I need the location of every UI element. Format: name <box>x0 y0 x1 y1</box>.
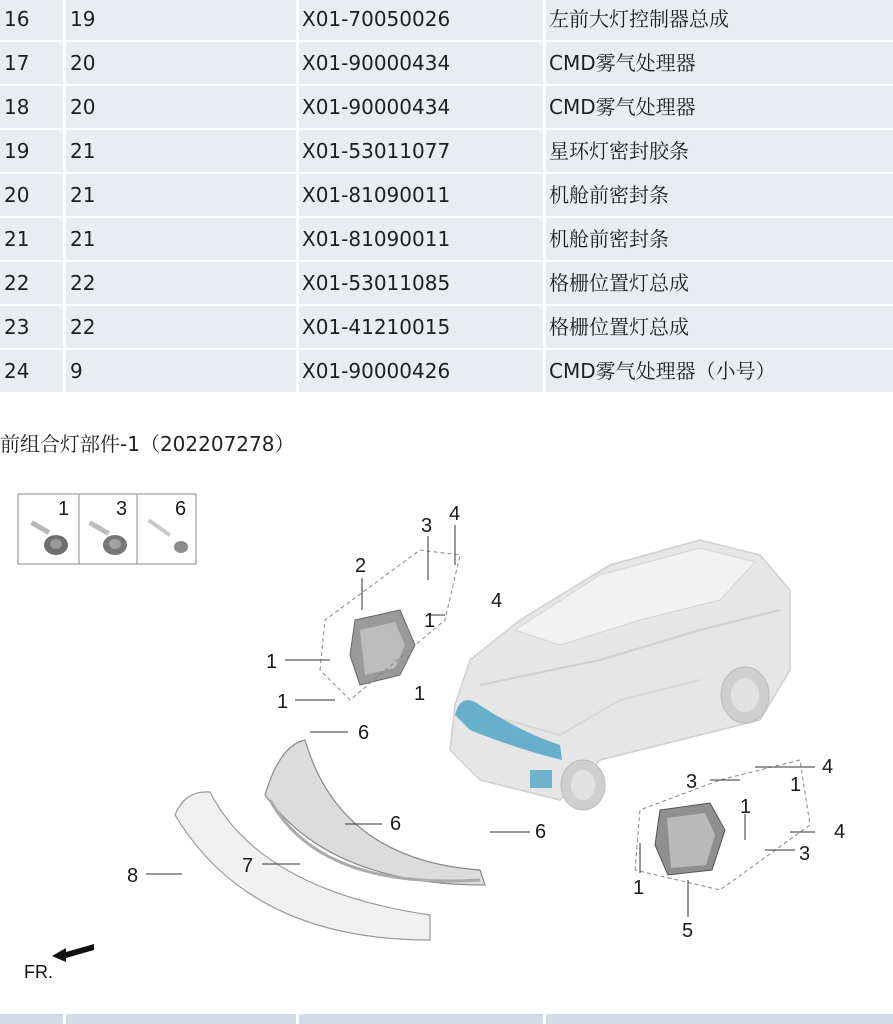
vehicle-illustration <box>450 540 790 810</box>
row-seq: 17 <box>4 51 30 75</box>
legend-number-3: 3 <box>116 498 128 520</box>
table-row <box>0 174 893 216</box>
row-seq: 24 <box>4 359 30 383</box>
callout-1c: 1 <box>277 691 289 713</box>
row-position: 21 <box>70 183 96 207</box>
callout-1d: 1 <box>414 683 426 705</box>
callout-5: 5 <box>682 920 694 942</box>
callout-8: 8 <box>127 865 139 887</box>
table-row <box>0 42 893 84</box>
callout-1a: 1 <box>424 610 436 632</box>
controller-left <box>320 550 460 700</box>
front-direction-label: FR. <box>24 962 53 982</box>
row-part-name: 机舱前密封条 <box>549 183 669 207</box>
row-position: 20 <box>70 95 96 119</box>
row-seq: 20 <box>4 183 30 207</box>
callout-6c: 6 <box>535 821 547 843</box>
row-part-name: 星环灯密封胶条 <box>549 139 689 163</box>
row-part-name: 左前大灯控制器总成 <box>549 7 729 31</box>
callout-3b: 3 <box>686 771 698 793</box>
table-row <box>0 306 893 348</box>
row-part-number: X01-81090011 <box>302 183 451 207</box>
callout-1g: 1 <box>633 877 645 899</box>
callout-4a: 4 <box>449 503 461 525</box>
legend-number-1: 1 <box>58 498 70 520</box>
callout-7: 7 <box>242 855 254 877</box>
front-direction-arrow-icon <box>52 944 94 962</box>
row-part-number: X01-53011085 <box>302 271 451 295</box>
callout-4c: 4 <box>822 756 834 778</box>
callout-4b: 4 <box>491 590 503 612</box>
row-part-name: CMD雾气处理器 <box>549 95 696 119</box>
row-part-name: 格栅位置灯总成 <box>549 271 689 295</box>
next-table-header <box>0 1014 893 1024</box>
row-part-number: X01-90000434 <box>302 95 451 119</box>
callout-1e: 1 <box>790 774 802 796</box>
row-part-name: CMD雾气处理器 <box>549 51 696 75</box>
callout-6b: 6 <box>390 813 402 835</box>
callout-1b: 1 <box>266 651 278 673</box>
table-row <box>0 218 893 260</box>
row-seq: 23 <box>4 315 30 339</box>
row-part-number: X01-90000426 <box>302 359 451 383</box>
row-position: 22 <box>70 315 96 339</box>
row-position: 21 <box>70 227 96 251</box>
row-part-name: CMD雾气处理器（小号） <box>549 359 776 383</box>
callout-2: 2 <box>355 555 367 577</box>
row-position: 19 <box>70 7 96 31</box>
row-position: 20 <box>70 51 96 75</box>
callout-4d: 4 <box>834 821 846 843</box>
callout-3c: 3 <box>799 843 811 865</box>
table-row <box>0 86 893 128</box>
callout-1f: 1 <box>740 796 752 818</box>
row-position: 21 <box>70 139 96 163</box>
row-part-name: 格栅位置灯总成 <box>549 315 689 339</box>
row-seq: 22 <box>4 271 30 295</box>
row-part-number: X01-41210015 <box>302 315 451 339</box>
table-row <box>0 350 893 392</box>
table-row <box>0 130 893 172</box>
table-row <box>0 262 893 304</box>
exploded-diagram <box>0 470 893 1010</box>
row-part-number: X01-81090011 <box>302 227 451 251</box>
row-seq: 21 <box>4 227 30 251</box>
legend-number-6: 6 <box>175 498 187 520</box>
bumper-strip-parts <box>175 740 485 940</box>
row-part-number: X01-90000434 <box>302 51 451 75</box>
row-seq: 16 <box>4 7 30 31</box>
row-part-number: X01-70050026 <box>302 7 451 31</box>
table-row <box>0 0 893 40</box>
row-position: 22 <box>70 271 96 295</box>
row-part-name: 机舱前密封条 <box>549 227 669 251</box>
row-position: 9 <box>70 359 83 383</box>
row-seq: 19 <box>4 139 30 163</box>
row-seq: 18 <box>4 95 30 119</box>
callout-6a: 6 <box>358 722 370 744</box>
fastener-legend <box>18 494 196 564</box>
section-title: 前组合灯部件-1（202207278） <box>0 432 295 456</box>
row-part-number: X01-53011077 <box>302 139 451 163</box>
callout-3a: 3 <box>421 515 433 537</box>
